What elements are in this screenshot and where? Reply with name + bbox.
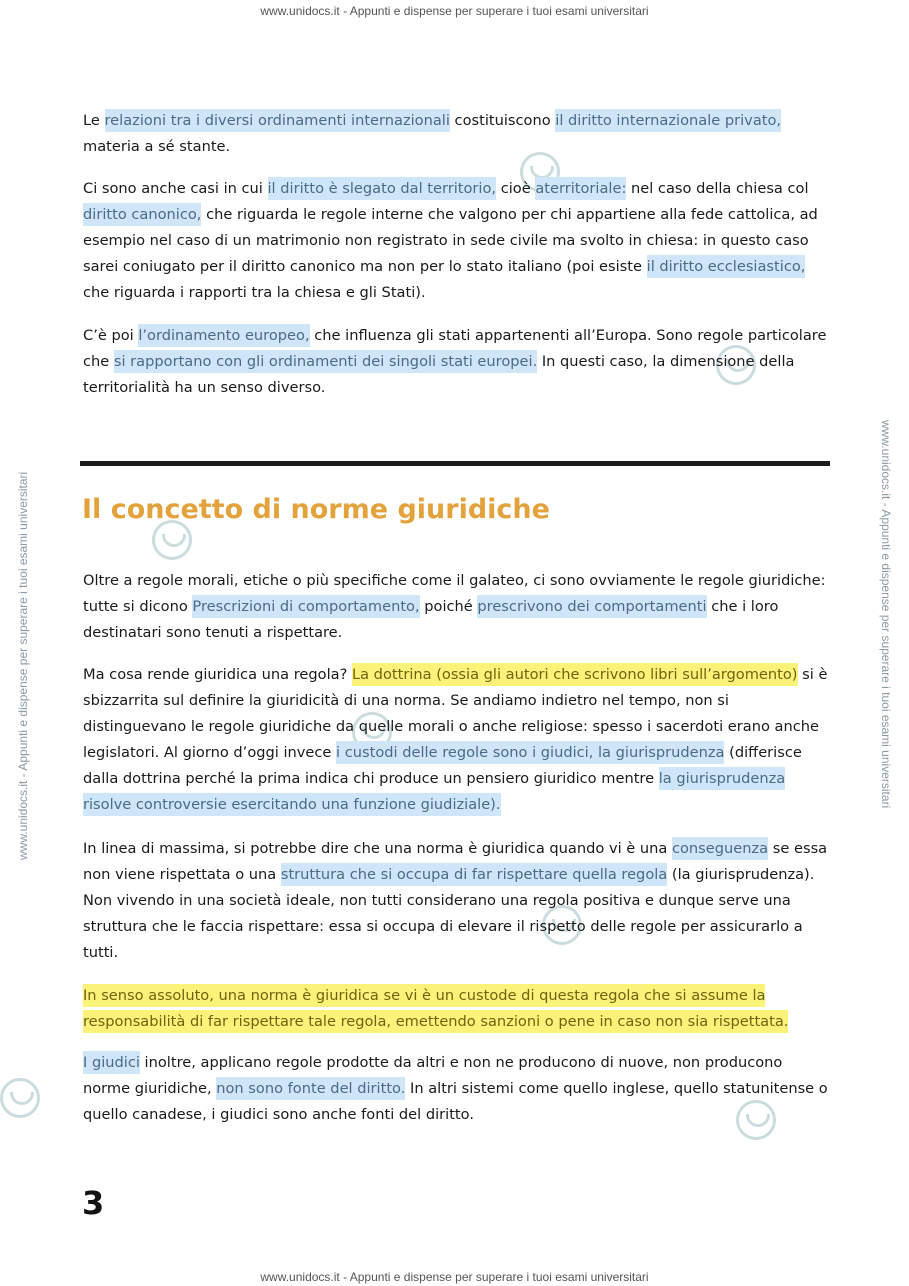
side-watermark-right: www.unidocs.it - Appunti e dispense per superare i tuoi esami universitari <box>879 420 893 809</box>
text: che i loro destinatari sono tenuti a rispettare. <box>83 598 779 641</box>
paragraph-aterritorial-law <box>83 176 833 306</box>
unidocs-logo-icon <box>152 520 192 560</box>
highlight: relazioni tra i diversi ordinamenti internazionali <box>105 109 450 132</box>
highlight: Prescrizioni di comportamento, <box>192 595 419 618</box>
paragraph-prescriptions <box>83 568 833 646</box>
paragraph-judges <box>83 1050 833 1128</box>
text: nel caso della chiesa col <box>626 180 809 197</box>
text: materia a sé stante. <box>83 138 231 155</box>
unidocs-logo-icon <box>0 1078 40 1118</box>
highlight-yellow: La dottrina (ossia gli autori che scrivono libri sull’argomento) <box>352 663 798 686</box>
paragraph-absolute-sense <box>83 983 833 1035</box>
highlight: il diritto è slegato dal territorio, <box>268 177 497 200</box>
highlight: la giurisprudenza risolve controversie esercitando una funzione giudiziale). <box>83 767 785 816</box>
footer-watermark: www.unidocs.it - Appunti e dispense per superare i tuoi esami universitari <box>260 1270 649 1284</box>
page-number: 3 <box>82 1184 105 1222</box>
text: poiché <box>419 598 478 615</box>
highlight: aterritoriale: <box>535 177 626 200</box>
highlight: l’ordinamento europeo, <box>138 324 309 347</box>
text: In linea di massima, si potrebbe dire che una norma è giuridica quando vi è una <box>83 840 672 857</box>
text: C’è poi <box>83 327 139 344</box>
highlight-yellow: In senso assoluto, una norma è giuridica se vi è un custode di questa regola che si assume la responsabilità di far rispettare tale regola, emettendo sanzioni o pene in caso non sia rispettata. <box>83 984 788 1033</box>
section-divider <box>80 461 830 466</box>
highlight: I giudici <box>83 1051 140 1074</box>
highlight: il diritto internazionale privato, <box>555 109 781 132</box>
text: In altri sistemi come quello inglese, quello statunitense o quello canadese, i giudici sono anche fonti del diritto. <box>83 1080 828 1123</box>
highlight: il diritto ecclesiastico, <box>647 255 806 278</box>
highlight: conseguenza <box>672 837 768 860</box>
highlight: non sono fonte del diritto. <box>216 1077 405 1100</box>
text: inoltre, applicano regole prodotte da altri e non ne producono di nuove, non producono norme giuridiche, <box>83 1054 783 1097</box>
text: Le <box>83 112 105 129</box>
text: Oltre a regole morali, etiche o più specifiche come il galateo, ci sono ovviamente le regole giuridiche: tutte si dicono <box>83 572 826 615</box>
text: costituiscono <box>449 112 556 129</box>
text: cioè <box>496 180 536 197</box>
paragraph-international-relations <box>83 108 833 160</box>
text: si è sbizzarrita sul definire la giuridicità di una norma. Se andiamo indietro nel tempo, non si distinguevano le regole giuridiche da quelle morali o anche religiose: spesso i sacerdoti erano anche legislatori. Al giorno d’oggi invece <box>83 666 828 761</box>
text: Ci sono anche casi in cui <box>83 180 268 197</box>
highlight: i custodi delle regole sono i giudici, la giurisprudenza <box>336 741 724 764</box>
paragraph-consequence <box>83 836 833 966</box>
section-title: Il concetto di norme giuridiche <box>82 494 550 525</box>
highlight: struttura che si occupa di far rispettare quella regola <box>281 863 667 886</box>
text: (la giurisprudenza). Non vivendo in una società ideale, non tutti considerano una regola positiva e dunque serve una struttura che le faccia rispettare: essa si occupa di elevare il rispetto delle regole per assicurarlo a tutti. <box>83 866 815 961</box>
text: In questi caso, la dimensione della territorialità ha un senso diverso. <box>83 353 795 396</box>
paragraph-legal-doctrine <box>83 662 833 818</box>
text: Ma cosa rende giuridica una regola? <box>83 666 352 683</box>
text: che riguarda i rapporti tra la chiesa e gli Stati). <box>83 284 426 301</box>
side-watermark-left: www.unidocs.it - Appunti e dispense per superare i tuoi esami universitari <box>16 471 30 860</box>
highlight: prescrivono dei comportamenti <box>477 595 706 618</box>
paragraph-european-order <box>83 323 833 401</box>
highlight: si rapportano con gli ordinamenti dei singoli stati europei. <box>114 350 537 373</box>
text: che riguarda le regole interne che valgono per chi appartiene alla fede cattolica, ad esempio nel caso di un matrimonio non registrato in sede civile ma svolto in chiesa: in questo caso sarei coniugato per il diritto canonico ma non per lo stato italiano (poi esiste <box>83 206 818 275</box>
text: (differisce dalla dottrina perché la prima indica chi produce un pensiero giuridico mentre <box>83 744 802 787</box>
text: se essa non viene rispettata o una <box>83 840 828 883</box>
highlight: diritto canonico, <box>83 203 201 226</box>
text: che influenza gli stati appartenenti all’Europa. Sono regole particolare che <box>83 327 827 370</box>
header-watermark: www.unidocs.it - Appunti e dispense per superare i tuoi esami universitari <box>260 4 649 18</box>
